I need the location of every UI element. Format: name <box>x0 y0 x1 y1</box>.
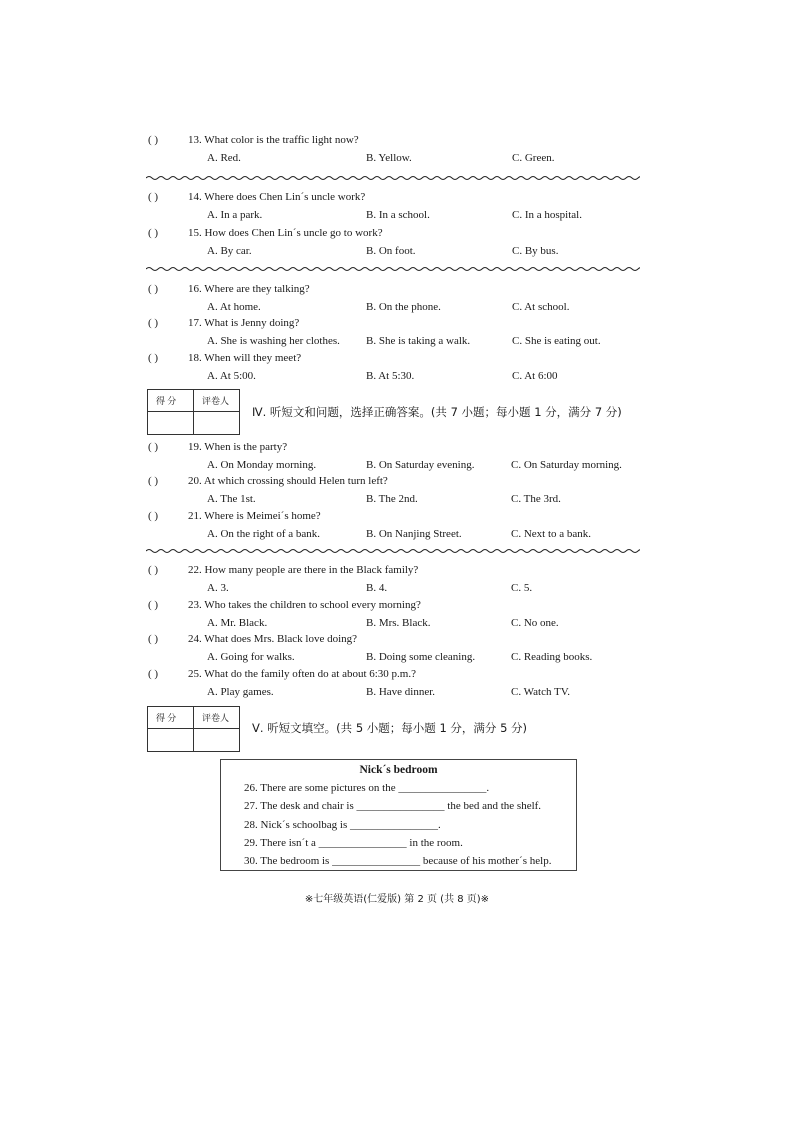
section-title: Ⅳ. 听短文和问题，选择正确答案。(共 7 小题；每小题 1 分，满分 7 分) <box>252 405 622 419</box>
question-13: 13. What color is the traffic light now? <box>188 134 359 146</box>
option-b: B. In a school. <box>366 209 430 221</box>
fill-item-29[interactable]: 29. There isn´t a ________________ in the room. <box>244 837 463 849</box>
answer-bracket[interactable]: ( ) <box>148 191 159 203</box>
option-c: C. 5. <box>511 582 533 594</box>
wavy-divider <box>146 175 640 181</box>
question-23: 23. Who takes the children to school every morning? <box>188 599 421 611</box>
answer-bracket[interactable]: ( ) <box>148 352 159 364</box>
answer-bracket[interactable]: ( ) <box>148 134 159 146</box>
answer-bracket[interactable]: ( ) <box>148 668 159 680</box>
grader-label: 评卷人 <box>202 713 230 723</box>
fill-in-title: Nick´s bedroom <box>359 764 438 776</box>
option-c: C. At school. <box>512 301 570 313</box>
option-a: A. She is washing her clothes. <box>207 335 340 347</box>
option-a: A. Mr. Black. <box>207 617 268 629</box>
option-a: A. In a park. <box>207 209 263 221</box>
option-a: A. Play games. <box>207 686 274 698</box>
option-b: B. On Nanjing Street. <box>366 528 462 540</box>
option-a: A. 3. <box>207 582 229 594</box>
question-14: 14. Where does Chen Lin´s uncle work? <box>188 191 366 203</box>
option-c: C. Next to a bank. <box>511 528 592 540</box>
option-a: A. On the right of a bank. <box>207 528 321 540</box>
question-25: 25. What do the family often do at about 6:30 p.m.? <box>188 668 416 680</box>
score-label: 得 分 <box>156 713 177 723</box>
grader-label: 评卷人 <box>202 396 230 406</box>
option-a: A. Going for walks. <box>207 651 295 663</box>
option-c: C. By bus. <box>512 245 559 257</box>
fill-item-26[interactable]: 26. There are some pictures on the ________________. <box>244 782 490 794</box>
answer-bracket[interactable]: ( ) <box>148 441 159 453</box>
option-a: A. On Monday morning. <box>207 459 317 471</box>
option-b: B. Mrs. Black. <box>366 617 431 629</box>
fill-item-28[interactable]: 28. Nick´s schoolbag is ________________. <box>244 819 441 831</box>
option-a: A. By car. <box>207 245 252 257</box>
option-b: B. On Saturday evening. <box>366 459 475 471</box>
answer-bracket[interactable]: ( ) <box>148 510 159 522</box>
question-22: 22. How many people are there in the Black family? <box>188 564 419 576</box>
question-20: 20. At which crossing should Helen turn left? <box>188 475 388 487</box>
option-c: C. Reading books. <box>511 651 593 663</box>
question-21: 21. Where is Meimei´s home? <box>188 510 321 522</box>
score-box <box>147 389 240 435</box>
option-a: A. Red. <box>207 152 241 164</box>
option-b: B. 4. <box>366 582 388 594</box>
wavy-divider <box>146 548 640 554</box>
answer-bracket[interactable]: ( ) <box>148 317 159 329</box>
option-c: C. On Saturday morning. <box>511 459 622 471</box>
option-c: C. She is eating out. <box>512 335 601 347</box>
question-15: 15. How does Chen Lin´s uncle go to work? <box>188 227 383 239</box>
score-label: 得 分 <box>156 396 177 406</box>
score-box <box>147 706 240 752</box>
answer-bracket[interactable]: ( ) <box>148 564 159 576</box>
option-c: C. In a hospital. <box>512 209 582 221</box>
fill-in-box <box>220 759 577 871</box>
answer-bracket[interactable]: ( ) <box>148 633 159 645</box>
page-footer: ※七年级英语(仁爱版) 第 2 页 (共 8 页)※ <box>304 894 490 905</box>
option-c: C. At 6:00 <box>512 370 558 382</box>
option-a: A. At home. <box>207 301 261 313</box>
option-a: A. At 5:00. <box>207 370 256 382</box>
option-c: C. The 3rd. <box>511 493 561 505</box>
option-b: B. Doing some cleaning. <box>366 651 476 663</box>
answer-bracket[interactable]: ( ) <box>148 283 159 295</box>
option-b: B. Have dinner. <box>366 686 436 698</box>
fill-item-30[interactable]: 30. The bedroom is ________________ because of his mother´s help. <box>244 855 552 867</box>
option-a: A. The 1st. <box>207 493 256 505</box>
question-17: 17. What is Jenny doing? <box>188 317 300 329</box>
section-title: Ⅴ. 听短文填空。(共 5 小题；每小题 1 分，满分 5 分) <box>252 721 528 735</box>
question-16: 16. Where are they talking? <box>188 283 310 295</box>
option-c: C. No one. <box>511 617 559 629</box>
question-24: 24. What does Mrs. Black love doing? <box>188 633 358 645</box>
option-b: B. At 5:30. <box>366 370 415 382</box>
question-18: 18. When will they meet? <box>188 352 302 364</box>
wavy-divider <box>146 266 640 272</box>
option-b: B. On foot. <box>366 245 416 257</box>
answer-bracket[interactable]: ( ) <box>148 227 159 239</box>
question-19: 19. When is the party? <box>188 441 288 453</box>
option-c: C. Watch TV. <box>511 686 571 698</box>
option-b: B. She is taking a walk. <box>366 335 471 347</box>
option-c: C. Green. <box>512 152 555 164</box>
option-b: B. On the phone. <box>366 301 441 313</box>
answer-bracket[interactable]: ( ) <box>148 599 159 611</box>
option-b: B. Yellow. <box>366 152 412 164</box>
fill-item-27[interactable]: 27. The desk and chair is ________________ the bed and the shelf. <box>244 800 542 812</box>
answer-bracket[interactable]: ( ) <box>148 475 159 487</box>
option-b: B. The 2nd. <box>366 493 418 505</box>
